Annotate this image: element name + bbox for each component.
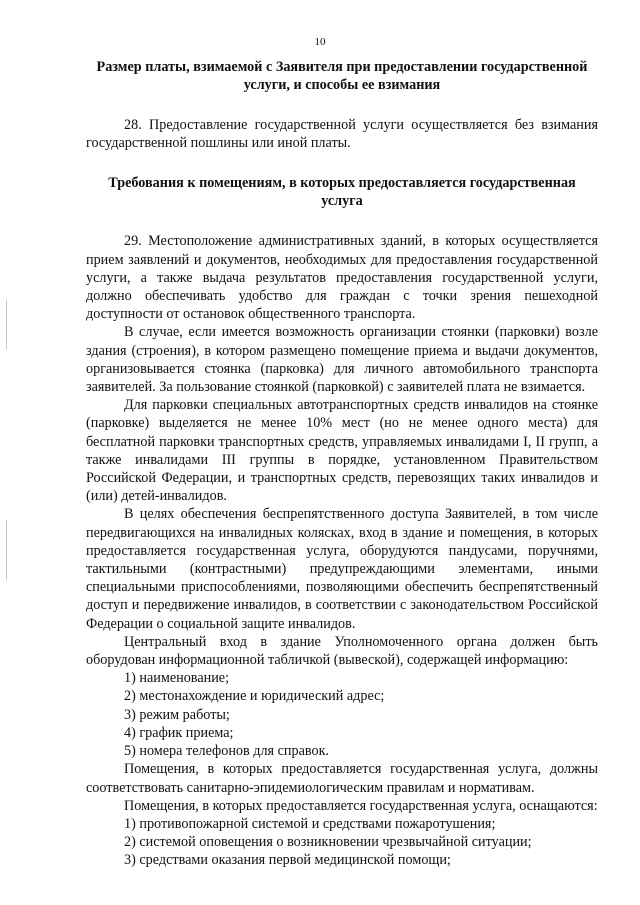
paragraph-28: 28. Предоставление государственной услуги осуществляется без взимания государственной пошлины или иной платы. xyxy=(86,117,598,152)
list-item: 2) местонахождение и юридический адрес; xyxy=(124,688,385,705)
list-item: 3) режим работы; xyxy=(124,706,230,723)
scan-margin-mark xyxy=(6,300,7,350)
list-item: 1) наименование; xyxy=(124,670,230,687)
document-body xyxy=(86,58,598,870)
list-item: 4) график приема; xyxy=(124,724,234,741)
section-heading-fee: Размер платы, взимаемой с Заявителя при предоставлении государственной услуги, и способы ее взимания xyxy=(96,59,588,93)
list-item: 3) средствами оказания первой медицинской помощи; xyxy=(124,852,451,869)
paragraph-disabled-parking: Для парковки специальных автотранспортных средств инвалидов на стоянке (парковке) выделяется не менее 10% мест (но не менее одного места) для бесплатной парковки транспортных средств, управляемых инвалидами I, II групп, а также инвалидами III группы в порядке, установленном Правительством Российской Федерации, и транспортных средств, перевозящих таких инвалидов и (или) детей-инвалидов. xyxy=(86,397,598,505)
paragraph-sanitary: Помещения, в которых предоставляется государственная услуга, должны соответствовать санитарно-эпидемиологическим правилам и нормативам. xyxy=(86,761,598,796)
list-item: 2) системой оповещения о возникновении чрезвычайной ситуации; xyxy=(124,834,532,851)
paragraph-access: В целях обеспечения беспрепятственного доступа Заявителей, в том числе передвигающихся на инвалидных колясках, вход в здание и помещения, в которых предоставляется государственная услуга, оборудуются пандусами, поручнями, тактильными (контрастными) предупреждающими элементами, иными специальными приспособлениями, позволяющими обеспечить беспрепятственный доступ и передвижение инвалидов, в соответствии с законодательством Российской Федерации о социальной защите инвалидов. xyxy=(86,506,598,632)
list-item: 5) номера телефонов для справок. xyxy=(124,743,330,760)
section-heading-premises: Требования к помещениям, в которых предоставляется государственная услуга xyxy=(108,175,576,210)
list-item: 1) противопожарной системой и средствами пожаротушения; xyxy=(124,815,496,832)
scan-margin-mark xyxy=(6,520,7,580)
paragraph-29: 29. Местоположение административных зданий, в которых осуществляется прием заявлений и документов, необходимых для предоставления государственной услуги, а также выдача результатов предоставления государственной услуги, должно обеспечивать удобство для граждан с точки зрения пешеходной доступности от остановок общественного транспорта. xyxy=(86,233,598,323)
page-number: 10 xyxy=(314,36,326,48)
paragraph-parking: В случае, если имеется возможность организации стоянки (парковки) возле здания (строения), в котором размещено помещение приема и выдачи документов, организовывается стоянка (парковка) для личного автомобильного транспорта заявителей. За пользование стоянкой (парковкой) с заявителей плата не взимается. xyxy=(86,324,598,396)
paragraph-entrance: Центральный вход в здание Уполномоченного органа должен быть оборудован информационной табличкой (вывеской), содержащей информацию: xyxy=(86,633,598,669)
paragraph-equipped: Помещения, в которых предоставляется государственная услуга, оснащаются: xyxy=(124,797,598,814)
